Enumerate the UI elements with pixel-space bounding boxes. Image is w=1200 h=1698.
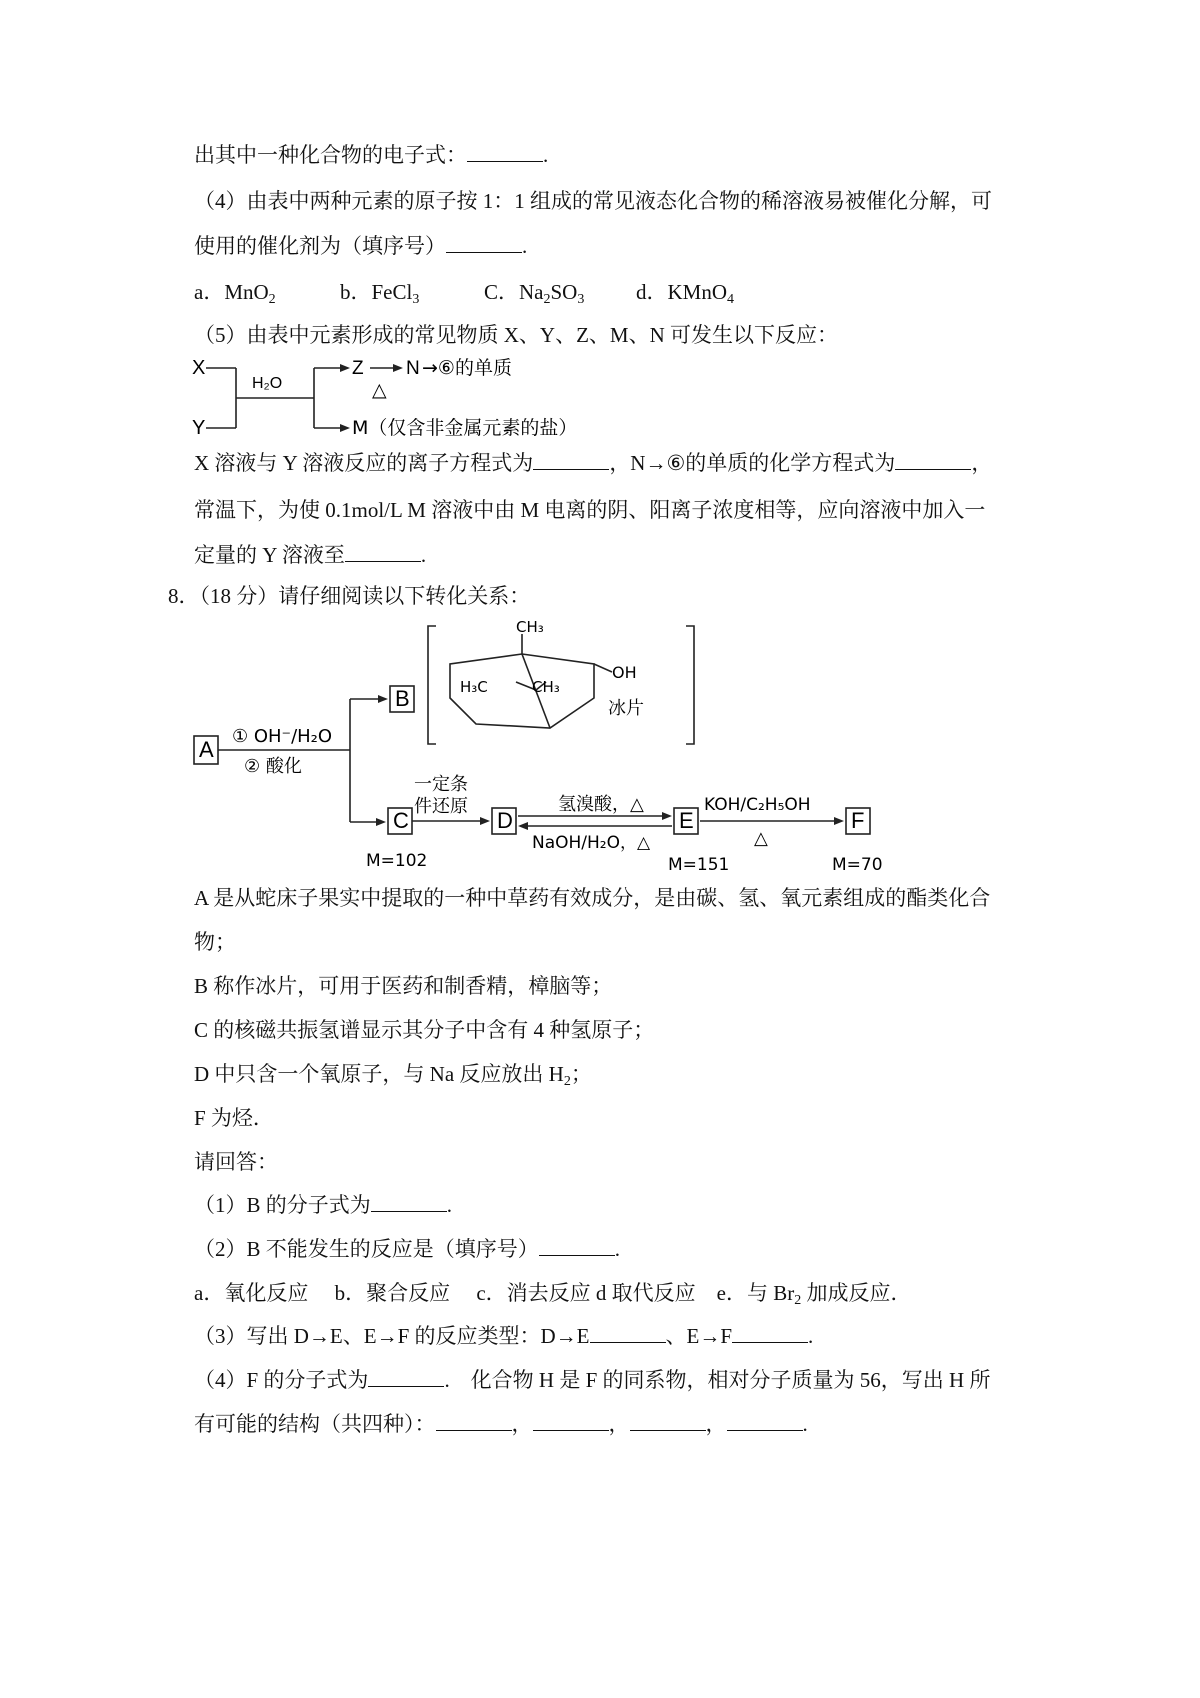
q7-part5-line2: X 溶液与 Y 溶液反应的离子方程式为 ，N→⑥的单质的化学方程式为 ， bbox=[194, 451, 993, 475]
answer-blank[interactable] bbox=[345, 543, 421, 562]
q8-text-d: D 中只含一个氧原子，与 Na 反应放出 $H_2$； bbox=[194, 1062, 592, 1089]
borneol-h3c: H₃C bbox=[460, 678, 488, 696]
scheme-y: Y bbox=[192, 417, 206, 439]
q8-text-b: B 称作冰片，可用于医药和制香精，樟脑等； bbox=[194, 974, 613, 998]
label-b: B bbox=[395, 686, 410, 711]
q7-part4-line1: （4）由表中两种元素的原子按 1：1 组成的常见液态化合物的稀溶液易被催化分解，可 bbox=[194, 189, 992, 213]
answer-blank[interactable] bbox=[533, 451, 609, 470]
option-d: d．KMnO$_4$ bbox=[636, 280, 735, 307]
q7-part4-options bbox=[194, 279, 734, 305]
q8-text-f: F 为烃． bbox=[194, 1106, 274, 1130]
answer-blank[interactable] bbox=[732, 1324, 808, 1343]
q7-line-electron-formula: 出其中一种化合物的电子式： . bbox=[194, 143, 549, 167]
q8-sub4: （4）F 的分子式为 . 化合物 H 是 F 的同系物，相对分子质量为 56，写出 H 所 bbox=[194, 1368, 991, 1392]
label-d: D bbox=[497, 808, 513, 833]
answer-blank[interactable] bbox=[446, 234, 522, 253]
borneol-name: 冰片 bbox=[608, 698, 644, 719]
scheme-six-single: →⑥的单质 bbox=[422, 357, 512, 379]
mass-e: M=151 bbox=[668, 855, 730, 875]
cond-koh: KOH/C₂H₅OH bbox=[704, 795, 811, 815]
q8-sub2: （2）B 不能发生的反应是（填序号） . bbox=[194, 1237, 621, 1261]
answer-blank[interactable] bbox=[533, 1412, 609, 1431]
scheme-delta: △ bbox=[372, 380, 387, 401]
answer-blank[interactable] bbox=[436, 1412, 512, 1431]
cond-hbr: 氢溴酸，△ bbox=[558, 794, 644, 815]
q8-text-a-1: A 是从蛇床子果实中提取的一种中草药有效成分，是由碳、氢、氧元素组成的酯类化合 bbox=[194, 886, 991, 910]
borneol-ch3-top: CH₃ bbox=[516, 618, 544, 636]
scheme-x: X bbox=[192, 357, 206, 379]
answer-blank[interactable] bbox=[895, 451, 971, 470]
scheme-z: Z bbox=[352, 358, 364, 379]
answer-blank[interactable] bbox=[630, 1412, 706, 1431]
q7-part5-line3: 常温下，为使 0.1mol/L M 溶液中由 M 电离的阴、阳离子浓度相等，应向溶液中加入一 bbox=[194, 498, 986, 522]
answer-blank[interactable] bbox=[371, 1193, 447, 1212]
cond-naoh: NaOH/H₂O，△ bbox=[532, 833, 651, 853]
q8-sub4-structures: 有可能的结构（共四种）： ， ， ， . bbox=[194, 1412, 808, 1436]
label-f: F bbox=[851, 808, 865, 833]
cond-reduce-1: 一定条 bbox=[414, 774, 468, 795]
cond-acidify: ② 酸化 bbox=[244, 756, 302, 777]
option-c: C．$Na_2SO_3$ bbox=[484, 280, 585, 307]
q8-text-a-2: 物； bbox=[194, 930, 236, 954]
answer-blank[interactable] bbox=[727, 1412, 803, 1431]
answer-blank[interactable] bbox=[590, 1324, 666, 1343]
q8-sub3: （3）写出 D→E、E→F 的反应类型：D→E 、E→F . bbox=[194, 1324, 814, 1348]
reaction-scheme-borneol bbox=[180, 612, 900, 880]
cond-oh-h2o: ① OH⁻/H₂O bbox=[232, 726, 333, 747]
q8-sub1: （1）B 的分子式为 . bbox=[194, 1193, 453, 1217]
scheme-h2o: H₂O bbox=[252, 375, 283, 392]
answer-blank[interactable] bbox=[467, 143, 543, 162]
reaction-scheme-xyzmn bbox=[190, 350, 610, 442]
answer-blank[interactable] bbox=[368, 1368, 444, 1387]
q7-part5-line4: 定量的 Y 溶液至 . bbox=[194, 543, 427, 567]
mass-f: M=70 bbox=[832, 855, 883, 875]
q8-please-answer: 请回答： bbox=[194, 1150, 278, 1174]
q8-text-c: C 的核磁共振氢谱显示其分子中含有 4 种氢原子； bbox=[194, 1018, 655, 1042]
cond-heat: △ bbox=[754, 828, 768, 849]
q8-sub2-options: a．氧化反应 b．聚合反应 c．消去反应 d 取代反应 e．与 $Br_2$ 加成反应． bbox=[194, 1281, 912, 1308]
label-a: A bbox=[199, 737, 214, 762]
q7-part5-line1: （5）由表中元素形成的常见物质 X、Y、Z、M、N 可发生以下反应： bbox=[194, 323, 838, 347]
label-e: E bbox=[679, 808, 694, 833]
borneol-ch3-mid: CH₃ bbox=[532, 678, 560, 696]
cond-reduce-2: 件还原 bbox=[414, 796, 468, 817]
scheme-n: N bbox=[406, 358, 420, 379]
label-c: C bbox=[393, 808, 409, 833]
scheme-m: M（仅含非金属元素的盐） bbox=[352, 417, 578, 439]
option-b: b．FeCl$_3$ bbox=[340, 280, 420, 307]
q8-header: 8．（18 分）请仔细阅读以下转化关系： bbox=[168, 584, 531, 608]
mass-c: M=102 bbox=[366, 851, 428, 871]
answer-blank[interactable] bbox=[539, 1237, 615, 1256]
option-a: a．MnO$_2$ bbox=[194, 280, 276, 307]
borneol-oh: OH bbox=[612, 663, 637, 682]
q7-part4-line2: 使用的催化剂为（填序号） . bbox=[194, 234, 528, 258]
